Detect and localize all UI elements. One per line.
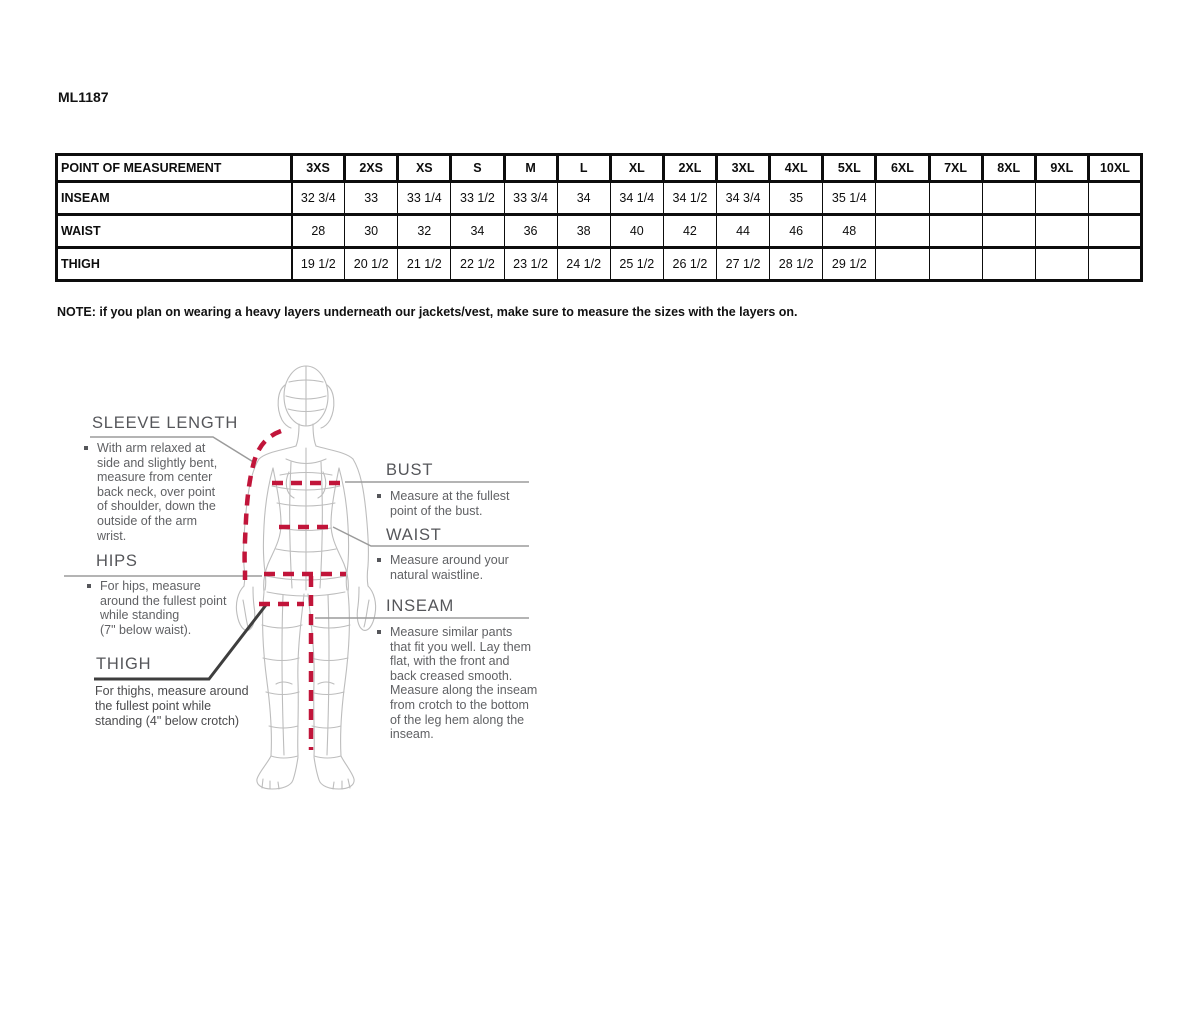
table-header-cell: 5XL xyxy=(823,155,876,182)
waist-heading: WAIST xyxy=(386,526,442,544)
table-cell: 21 1/2 xyxy=(398,248,451,281)
inseam-heading: INSEAM xyxy=(386,597,455,615)
text-line: Measure at the fullest xyxy=(390,489,510,503)
text-line: (7" below waist). xyxy=(100,622,192,637)
table-cell: 48 xyxy=(823,215,876,248)
table-row xyxy=(57,215,1142,248)
text-line: that fit you well. Lay them xyxy=(390,639,532,654)
table-cell xyxy=(929,248,982,281)
table-cell xyxy=(876,182,929,215)
table-cell xyxy=(1035,182,1088,215)
thigh-description xyxy=(95,684,249,729)
table-cell: 33 xyxy=(345,182,398,215)
table-cell: 32 xyxy=(398,215,451,248)
bullet-square-icon xyxy=(377,494,381,498)
text-line: For hips, measure xyxy=(100,579,201,593)
inseam-description xyxy=(390,625,537,742)
table-cell: 35 1/4 xyxy=(823,182,876,215)
table-header-cell: 2XS xyxy=(345,155,398,182)
table-cell: 33 3/4 xyxy=(504,182,557,215)
table-cell: 22 1/2 xyxy=(451,248,504,281)
text-line: flat, with the front and xyxy=(390,654,510,669)
text-line: side and slightly bent, xyxy=(97,455,218,470)
row-label-cell: THIGH xyxy=(57,248,292,281)
bullet-square-icon xyxy=(377,558,381,562)
table-header-cell: 3XS xyxy=(292,155,345,182)
table-cell xyxy=(982,182,1035,215)
text-line: measure from center xyxy=(97,470,213,485)
table-header-cell: XS xyxy=(398,155,451,182)
style-number-title: ML1187 xyxy=(58,89,109,105)
table-cell: 28 xyxy=(292,215,345,248)
table-cell: 29 1/2 xyxy=(823,248,876,281)
text-line: while standing xyxy=(100,608,180,623)
hips-heading: HIPS xyxy=(96,552,138,570)
sleeve-length-heading: SLEEVE LENGTH xyxy=(92,414,239,432)
table-header-cell: 4XL xyxy=(770,155,823,182)
text-line: Measure similar pants xyxy=(390,625,513,639)
text-line: Measure along the inseam xyxy=(390,683,538,698)
row-label-cell: INSEAM xyxy=(57,182,292,215)
table-header-cell: 9XL xyxy=(1035,155,1088,182)
bust-description xyxy=(390,489,510,518)
measurement-lines xyxy=(245,431,346,750)
text-line: from crotch to the bottom xyxy=(390,697,529,712)
text-line: around the fullest point xyxy=(100,593,227,608)
thigh-heading: THIGH xyxy=(96,655,152,673)
text-line: With arm relaxed at xyxy=(97,441,206,455)
table-header-cell: M xyxy=(504,155,557,182)
table-header-cell: XL xyxy=(610,155,663,182)
table-cell: 36 xyxy=(504,215,557,248)
table-cell xyxy=(1035,248,1088,281)
table-cell: 38 xyxy=(557,215,610,248)
table-cell xyxy=(876,248,929,281)
table-cell xyxy=(929,215,982,248)
text-line: wrist. xyxy=(97,528,127,543)
table-header-cell: 10XL xyxy=(1088,155,1141,182)
bullet-square-icon xyxy=(87,584,91,588)
text-line: back creased smooth. xyxy=(390,668,513,683)
table-cell: 25 1/2 xyxy=(610,248,663,281)
sleeve-length-description xyxy=(97,441,217,543)
table-header-cell: 2XL xyxy=(663,155,716,182)
body-figure xyxy=(236,366,375,789)
table-header-cell: 8XL xyxy=(982,155,1035,182)
text-line: outside of the arm xyxy=(97,513,198,528)
text-line: of shoulder, down the xyxy=(97,499,216,514)
table-cell: 33 1/2 xyxy=(451,182,504,215)
bullet-square-icon xyxy=(377,630,381,634)
table-cell: 23 1/2 xyxy=(504,248,557,281)
table-header-cell: POINT OF MEASUREMENT xyxy=(57,155,292,182)
table-cell xyxy=(982,248,1035,281)
table-header-cell: S xyxy=(451,155,504,182)
sleeve-measure-line xyxy=(245,431,281,580)
table-cell xyxy=(1035,215,1088,248)
table-cell: 42 xyxy=(663,215,716,248)
table-cell xyxy=(929,182,982,215)
text-line: point of the bust. xyxy=(390,503,483,518)
table-cell: 34 1/2 xyxy=(663,182,716,215)
table-cell: 27 1/2 xyxy=(717,248,770,281)
table-cell: 32 3/4 xyxy=(292,182,345,215)
table-header-row xyxy=(57,155,1142,182)
table-cell: 40 xyxy=(610,215,663,248)
row-label-cell: WAIST xyxy=(57,215,292,248)
table-row xyxy=(57,182,1142,215)
table-cell: 19 1/2 xyxy=(292,248,345,281)
table-cell xyxy=(1088,182,1141,215)
table-cell: 34 xyxy=(451,215,504,248)
text-line: natural waistline. xyxy=(390,567,484,582)
table-header-cell: L xyxy=(557,155,610,182)
table-cell xyxy=(1088,215,1141,248)
table-cell: 34 1/4 xyxy=(610,182,663,215)
table-cell: 35 xyxy=(770,182,823,215)
table-cell: 46 xyxy=(770,215,823,248)
table-cell xyxy=(982,215,1035,248)
table-cell xyxy=(876,215,929,248)
table-cell: 26 1/2 xyxy=(663,248,716,281)
table-header-cell: 7XL xyxy=(929,155,982,182)
text-line: For thighs, measure around xyxy=(95,684,249,698)
table-cell: 24 1/2 xyxy=(557,248,610,281)
table-cell: 28 1/2 xyxy=(770,248,823,281)
text-line: the fullest point while xyxy=(95,699,212,713)
table-header-cell: 3XL xyxy=(717,155,770,182)
table-cell: 44 xyxy=(717,215,770,248)
text-line: back neck, over point xyxy=(97,484,216,499)
table-cell: 34 xyxy=(557,182,610,215)
table-cell xyxy=(1088,248,1141,281)
size-table xyxy=(55,153,1143,282)
table-cell: 20 1/2 xyxy=(345,248,398,281)
table-cell: 34 3/4 xyxy=(717,182,770,215)
hips-description xyxy=(100,579,226,637)
text-line: of the leg hem along the xyxy=(390,712,525,727)
table-cell: 30 xyxy=(345,215,398,248)
bust-heading: BUST xyxy=(386,461,434,479)
table-row xyxy=(57,248,1142,281)
text-line: Measure around your xyxy=(390,553,509,567)
note-text: NOTE: if you plan on wearing a heavy layers underneath our jackets/vest, make sure to measure the sizes with the layers on. xyxy=(57,305,798,319)
waist-description xyxy=(390,553,509,582)
table-cell: 33 1/4 xyxy=(398,182,451,215)
bullet-square-icon xyxy=(84,446,88,450)
text-line: inseam. xyxy=(390,727,434,742)
table-header-cell: 6XL xyxy=(876,155,929,182)
text-line: standing (4" below crotch) xyxy=(95,714,240,728)
